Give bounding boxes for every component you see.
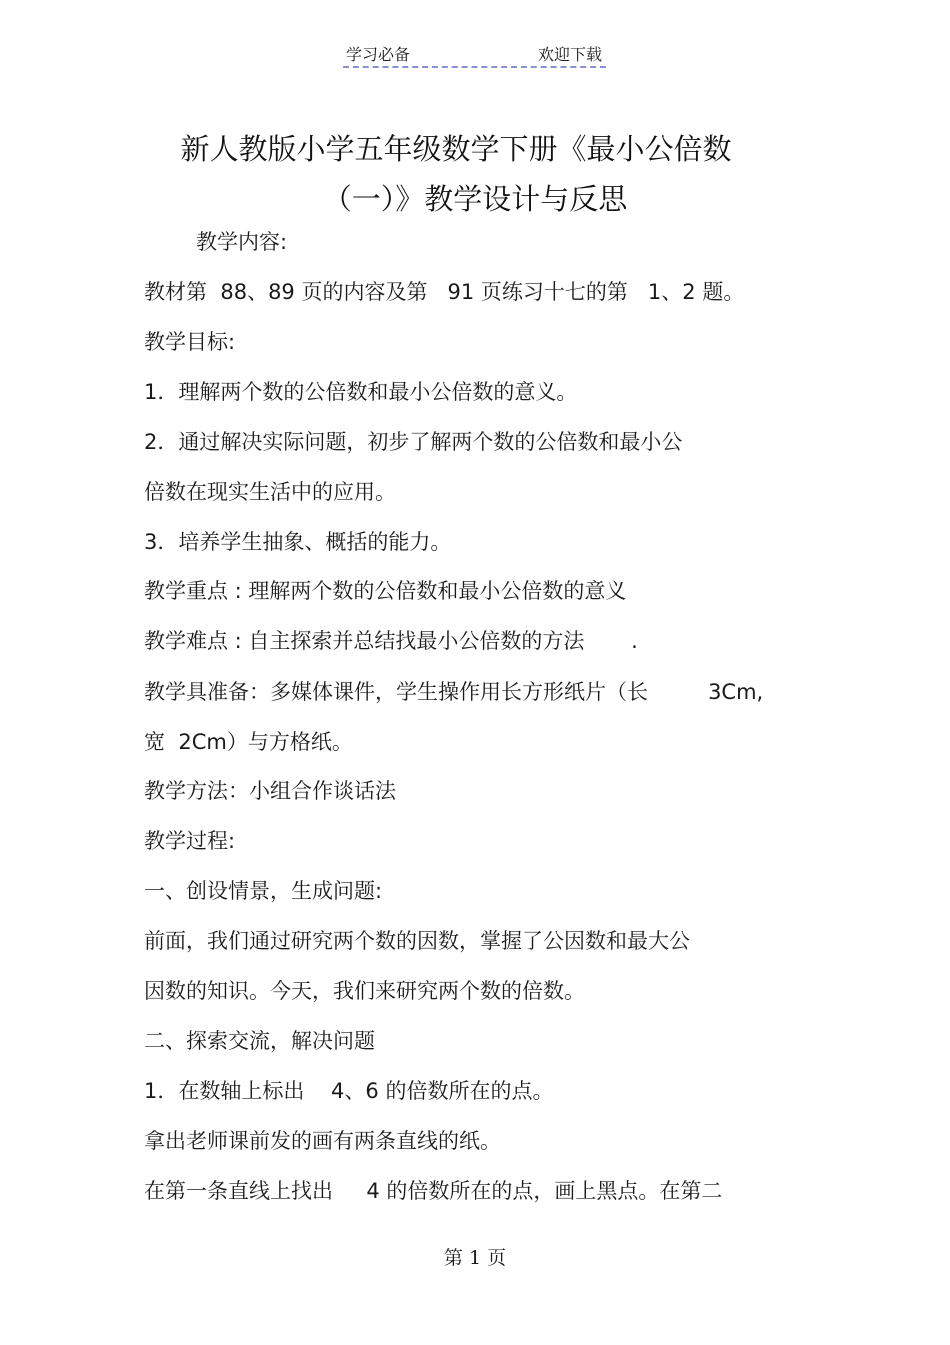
step-1-line-2: 因数的知识。今天，我们来研究两个数的倍数。 — [144, 979, 585, 1003]
difficulty-point: 教学难点 : 自主探索并总结找最小公倍数的方法 . — [144, 629, 638, 653]
teaching-aids-line-2: 宽 2Cm）与方格纸。 — [144, 730, 353, 754]
step-2-item-3: 在第一条直线上找出 4 的倍数所在的点，画上黑点。在第二 — [144, 1179, 723, 1203]
content-label: 教学内容: — [196, 230, 288, 254]
page-header — [343, 42, 606, 68]
goal-3: 3．培养学生抽象、概括的能力。 — [144, 530, 452, 554]
step-2-item-2: 拿出老师课前发的画有两条直线的纸。 — [144, 1129, 501, 1153]
goal-2-line-1: 2．通过解决实际问题，初步了解两个数的公倍数和最小公 — [144, 430, 683, 454]
step-2-title: 二、探索交流，解决问题 — [144, 1029, 375, 1053]
goal-1: 1．理解两个数的公倍数和最小公倍数的意义。 — [144, 380, 578, 404]
document-title-line-2: （一）》教学设计与反思 — [322, 182, 628, 216]
document-title-line-1: 新人教版小学五年级数学下册《最小公倍数 — [180, 132, 732, 166]
key-point: 教学重点 : 理解两个数的公倍数和最小公倍数的意义 — [144, 579, 627, 603]
teaching-method: 教学方法：小组合作谈话法 — [144, 779, 396, 803]
teaching-aids-line-1: 教学具准备：多媒体课件，学生操作用长方形纸片（长 3Cm, — [144, 680, 764, 704]
content-text: 教材第 88、89 页的内容及第 91 页练习十七的第 1、2 题。 — [144, 280, 745, 304]
goal-2-line-2: 倍数在现实生活中的应用。 — [144, 480, 396, 504]
page-number: 第 1 页 — [443, 1247, 507, 1269]
step-2-item-1: 1．在数轴上标出 4、6 的倍数所在的点。 — [144, 1079, 554, 1103]
step-1-title: 一、创设情景，生成问题: — [144, 879, 383, 903]
process-label: 教学过程: — [144, 829, 236, 853]
goals-label: 教学目标: — [144, 330, 236, 354]
header-right-text: 欢迎下载 — [537, 45, 602, 64]
header-left-text: 学习必备 — [346, 45, 411, 64]
step-1-line-1: 前面，我们通过研究两个数的因数，掌握了公因数和最大公 — [144, 929, 690, 953]
